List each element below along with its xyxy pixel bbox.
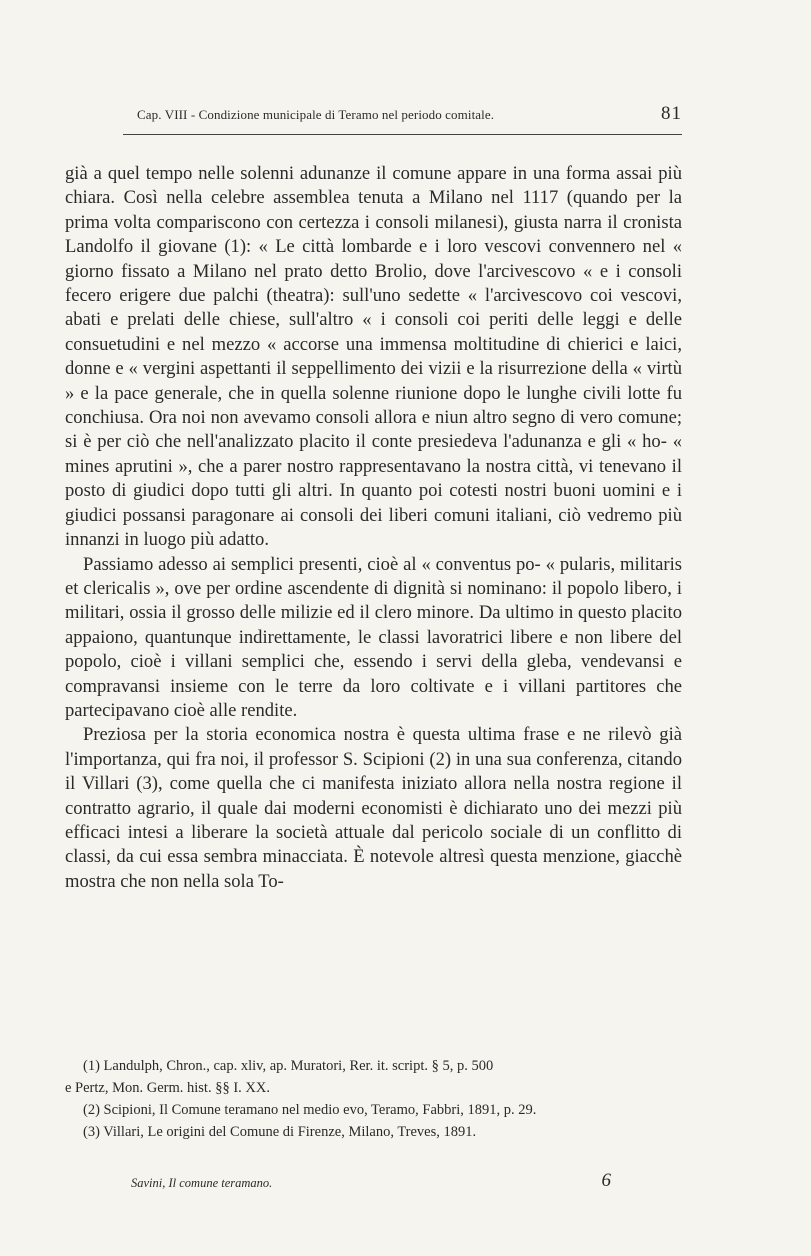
paragraph: Passiamo adesso ai semplici presenti, cioè al « conventus po- « pularis, militaris et clericalis », ove per ordine ascendente di dignità si nominano: il popolo libero, i militari, ossia il grosso delle milizie ed il clero minore. Da ultimo in questo placito appaiono, quantunque indirettamente, le classi lavoratrici libere e non libere del popolo, cioè i villani semplici che, essendo i servi della gleba, vendevansi e compravansi insieme con le terre da loro coltivate e i villani partitores che partecipavano cioè alle rendite. <box>65 553 682 721</box>
main-text <box>65 162 682 894</box>
paragraph: Preziosa per la storia economica nostra è questa ultima frase e ne rilevò già l'importanza, qui fra noi, il professor S. Scipioni (2) in una sua conferenza, citando il Villari (3), come quella che ci manifesta iniziato allora nella nostra regione il contratto agrario, il quale dai moderni economisti è dichiarato uno dei mezzi più efficaci intesi a liberare la società attuale dal pericolo sociale di un conflitto di classi, da cui essa sembra minacciata. È notevole altresì questa menzione, giacchè mostra che non nella sola To- <box>65 724 682 892</box>
page-header <box>137 103 682 131</box>
page-number: 81 <box>661 103 682 124</box>
footnote-1-cont: e Pertz, Mon. Germ. hist. §§ I. XX. <box>65 1080 270 1096</box>
footnote-2: (2) Scipioni, Il Comune teramano nel medio evo, Teramo, Fabbri, 1891, p. 29. <box>83 1102 537 1118</box>
paragraph: già a quel tempo nelle solenni adunanze il comune appare in una forma assai più chiara. Così nella celebre assemblea tenuta a Milano nel 1117 (quando per la prima volta compariscono con certezza i consoli milanesi), giusta narra il cronista Landolfo il giovane (1): « Le città lombarde e i loro vescovi convennero nel « giorno fissato a Milano nel prato detto Brolio, dove l'arcivescovo « e i consoli fecero erigere due palchi (theatra): sull'uno sedette « l'arcivescovo coi vescovi, abati e prelati delle chiese, sull'altro « i consoli coi periti delle leggi e delle consuetudini e nel mezzo « accorse una immensa moltitudine di chierici e laici, donne e « vergini aspettanti il seppellimento dei vizii e la risurrezione della « virtù » e la pace generale, che in quella solenne riunione dopo le lunghe civili lotte fu conchiusa. Ora noi non avevamo consoli allora e niun altro segno di vero comune; si è per ciò che nell'analizzato placito il conte presiedeva l'adunanza e gli « ho- « mines aprutini », che a parer nostro rappresentavano la nostra città, vi tenevano il posto di giudici dopo tutti gli altri. In quanto poi cotesti nostri buoni uomini e i giudici possansi paragonare ai consoli dei liberi comuni italiani, ciò vedremo più innanzi in luogo più adatto. <box>65 163 682 551</box>
header-rule <box>123 134 682 135</box>
signature-number: 6 <box>601 1170 611 1191</box>
signature-text: Savini, Il comune teramano. <box>131 1176 273 1190</box>
footnote-3: (3) Villari, Le origini del Comune di Firenze, Milano, Treves, 1891. <box>83 1124 477 1140</box>
running-head: Cap. VIII - Condizione municipale di Teramo nel periodo comitale. <box>137 107 495 122</box>
signature-line <box>131 1170 611 1194</box>
footnote-1: (1) Landulph, Chron., cap. xliv, ap. Muratori, Rer. it. script. § 5, p. 500 <box>83 1058 494 1074</box>
footnotes <box>65 1055 682 1143</box>
